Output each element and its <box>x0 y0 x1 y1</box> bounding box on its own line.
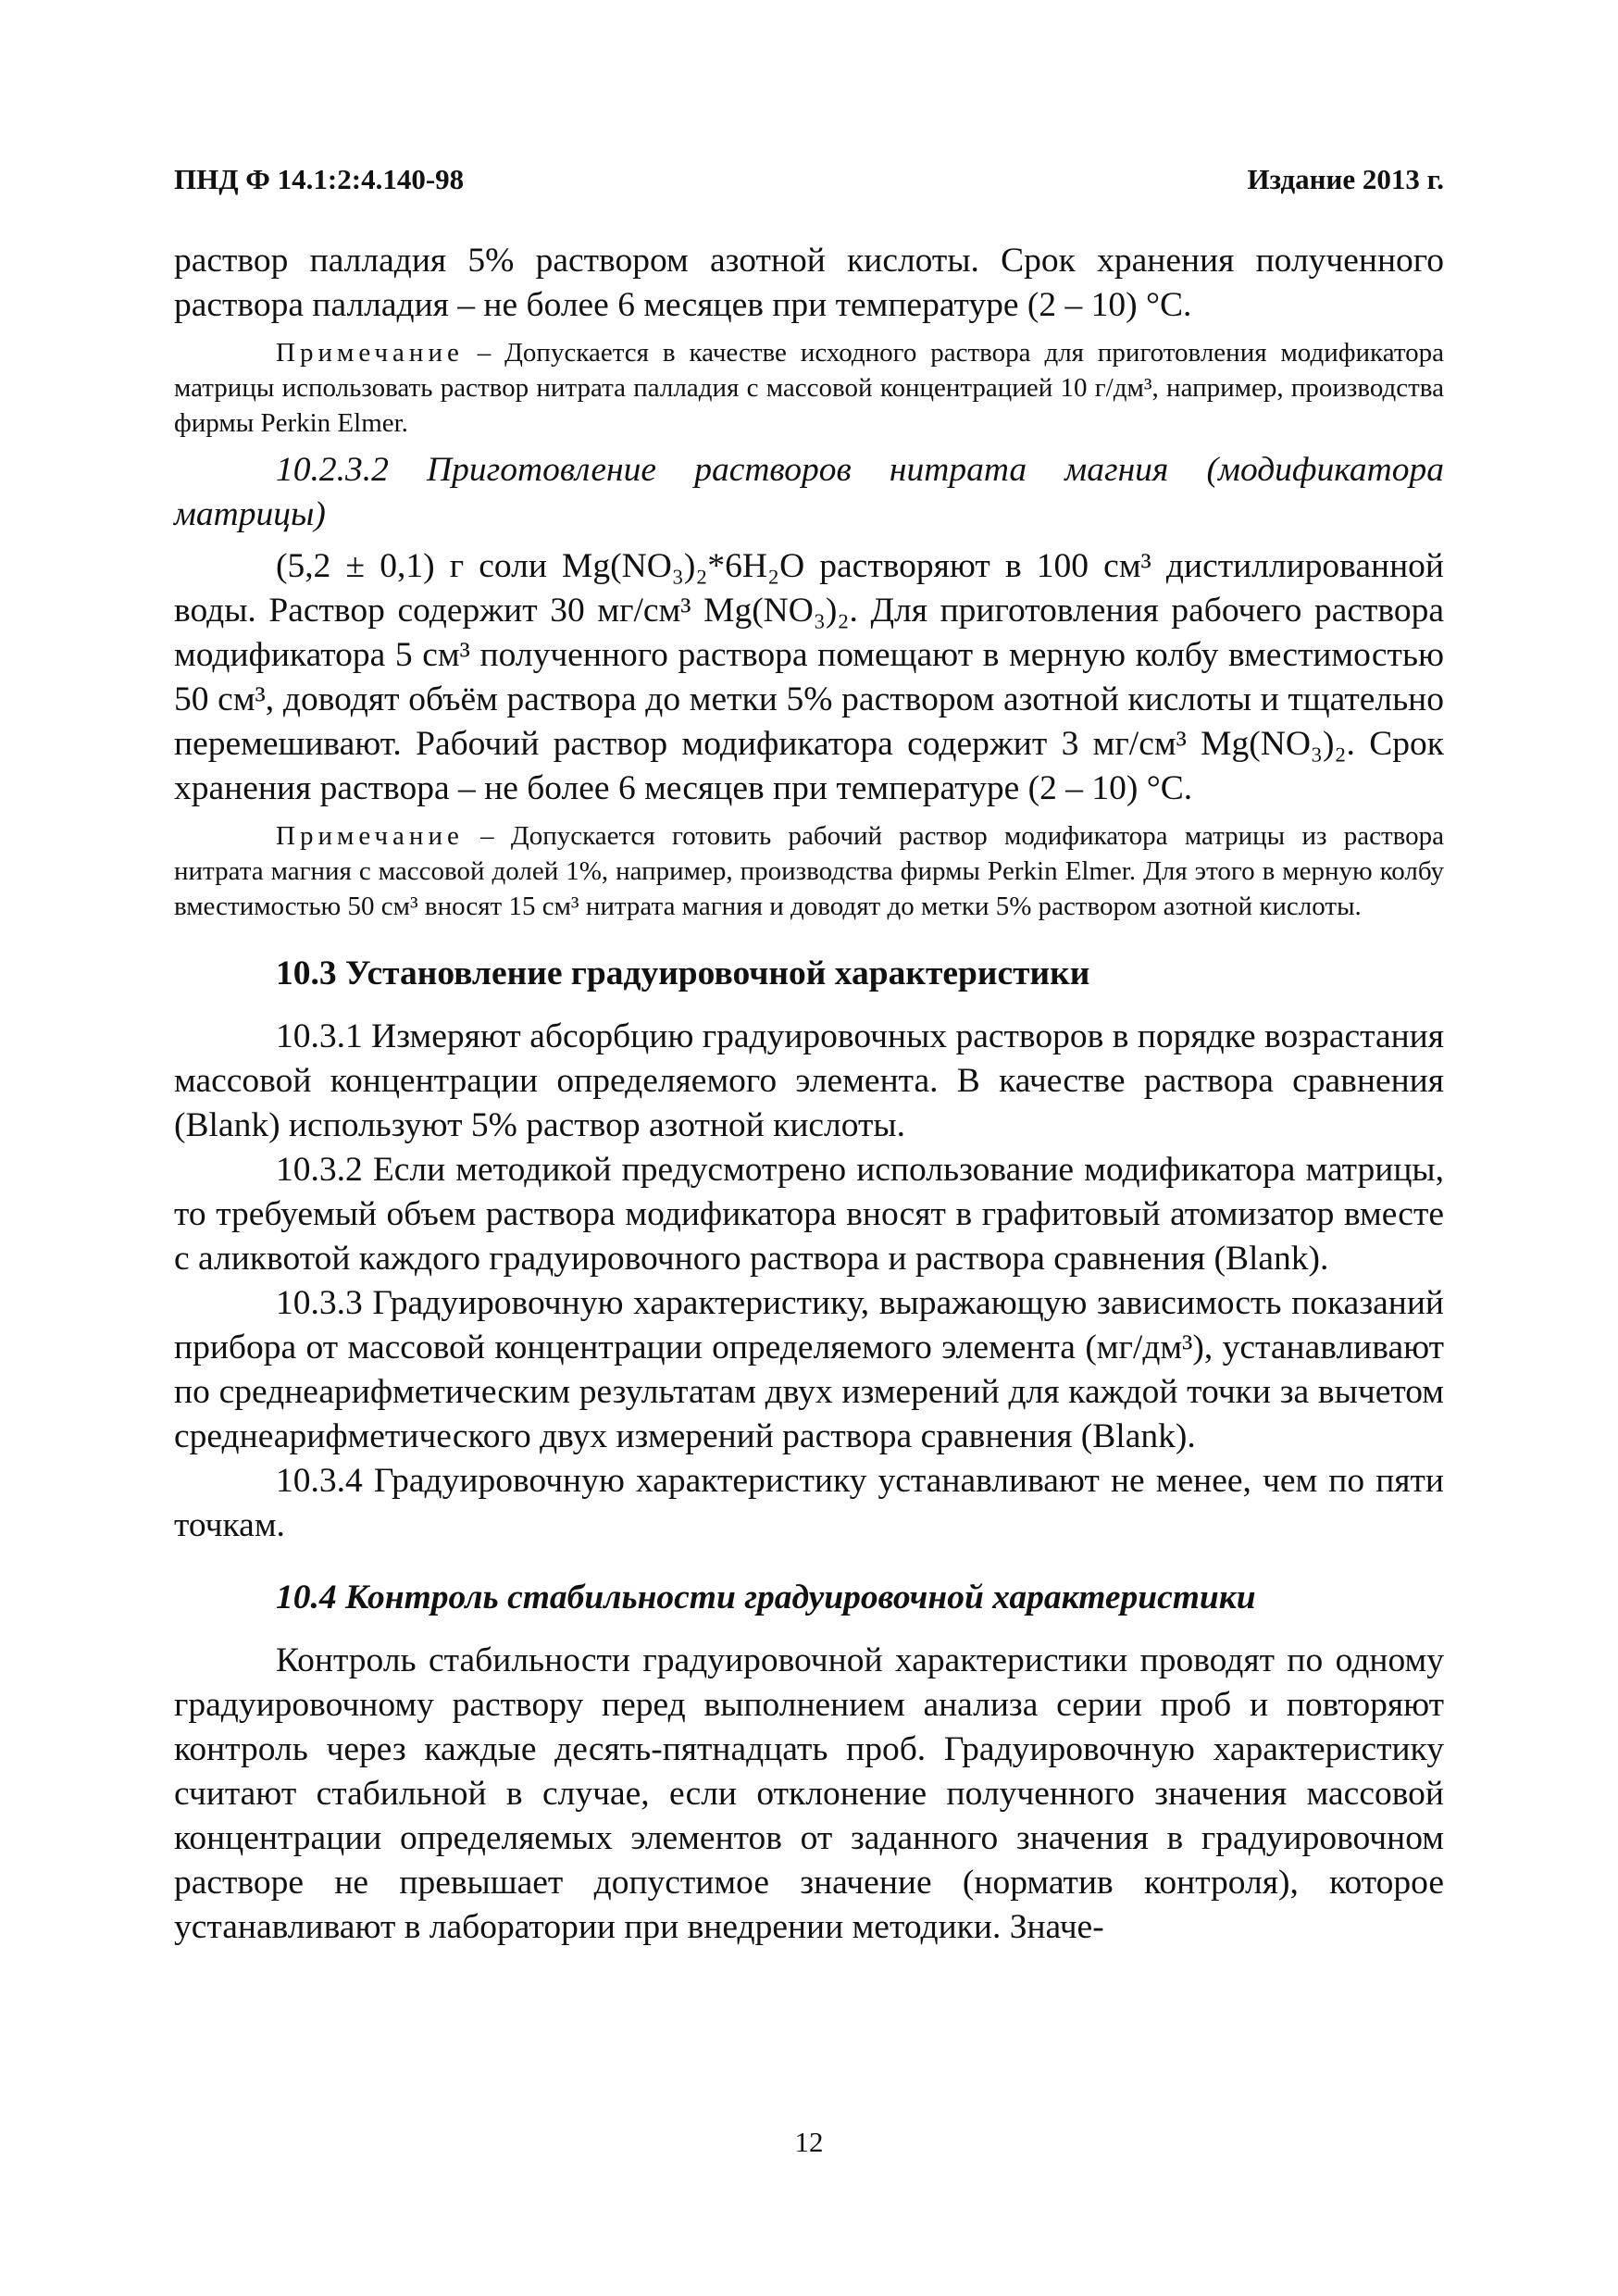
section-number: 10.2.3.2 <box>276 451 389 489</box>
section-heading-10-2-3-2 <box>174 448 1444 537</box>
note-label: Примечание <box>276 821 464 851</box>
note-palladium <box>174 335 1444 441</box>
edition-label: Издание 2013 г. <box>1247 163 1444 195</box>
note-text: – Допускается в качестве исходного раствора для приготовления модификатора матрицы использовать раствор нитрата палладия с массовой концентрацией 10 г/дм³, например, производства фирмы Perkin Elmer. <box>174 338 1444 438</box>
paragraph-10-3-4: 10.3.4 Градуировочную характеристику устанавливают не менее, чем по пяти точкам. <box>174 1462 1444 1544</box>
note-magnesium <box>174 818 1444 924</box>
section-title: Приготовление растворов нитрата магния (модификатора матрицы) <box>174 451 1444 533</box>
paragraph-magnesium-nitrate: (5,2 ± 0,1) г соли Mg(NO₃)₂*6H₂O растворяют в 100 см³ дистиллированной воды. Раствор содержит 30 мг/см³ Mg(NO₃)₂. Для приготовления рабочего раствора модификатора 5 см³ полученного раствора помещают в мерную колбу вместимостью 50 см³, доводят объём раствора до метки 5% раствором азотной кислоты и тщательно перемешивают. Рабочий раствор модификатора содержит 3 мг/см³ Mg(NO₃)₂. Срок хранения раствора – не более 6 месяцев при температуре (2 – 10) °С. <box>174 547 1444 807</box>
page-body <box>174 239 1444 1950</box>
note-text: – Допускается готовить рабочий раствор модификатора матрицы из раствора нитрата магния с массовой долей 1%, например, производства фирмы Perkin Elmer. Для этого в мерную колбу вместимостью 50 см³ вносят 15 см³ нитрата магния и доводят до метки 5% раствором азотной кислоты. <box>174 821 1444 921</box>
section-heading-10-4: 10.4 Контроль стабильности градуировочной характеристики <box>276 1578 1256 1616</box>
page-header <box>174 163 1444 209</box>
document-id: ПНД Ф 14.1:2:4.140-98 <box>174 163 465 195</box>
paragraph-10-3-2: 10.3.2 Если методикой предусмотрено использование модификатора матрицы, то требуемый объем раствора модификатора вносят в графитовый атомизатор вместе с аликвотой каждого градуировочного раствора и раствора сравнения (Blank). <box>174 1151 1444 1278</box>
paragraph-palladium-storage: раствор палладия 5% раствором азотной кислоты. Срок хранения полученного раствора палладия – не более 6 месяцев при температуре (2 – 10) °С. <box>174 242 1444 324</box>
section-heading-10-3: 10.3 Установление градуировочной характеристики <box>276 955 1090 992</box>
paragraph-10-3-1: 10.3.1 Измеряют абсорбцию градуировочных растворов в порядке возрастания массовой концентрации определяемого элемента. В качестве раствора сравнения (Blank) используют 5% раствор азотной кислоты. <box>174 1017 1444 1144</box>
paragraph-10-4: Контроль стабильности градуировочной характеристики проводят по одному градуировочному раствору перед выполнением анализа серии проб и повторяют контроль через каждые десять-пятнадцать проб. Градуировочную характеристику считают стабильной в случае, если отклонение полученного значения массовой концентрации определяемых элементов от заданного значения в градуировочном растворе не превышает допустимое значение (норматив контроля), которое устанавливают в лаборатории при внедрении методики. Значе- <box>174 1641 1444 1946</box>
note-label: Примечание <box>276 338 464 368</box>
page-number: 12 <box>794 2126 824 2158</box>
paragraph-10-3-3: 10.3.3 Градуировочную характеристику, выражающую зависимость показаний прибора от массовой концентрации определяемого элемента (мг/дм³), устанавливают по среднеарифметическим результатам двух измерений для каждой точки за вычетом среднеарифметического двух измерений раствора сравнения (Blank). <box>174 1284 1444 1455</box>
